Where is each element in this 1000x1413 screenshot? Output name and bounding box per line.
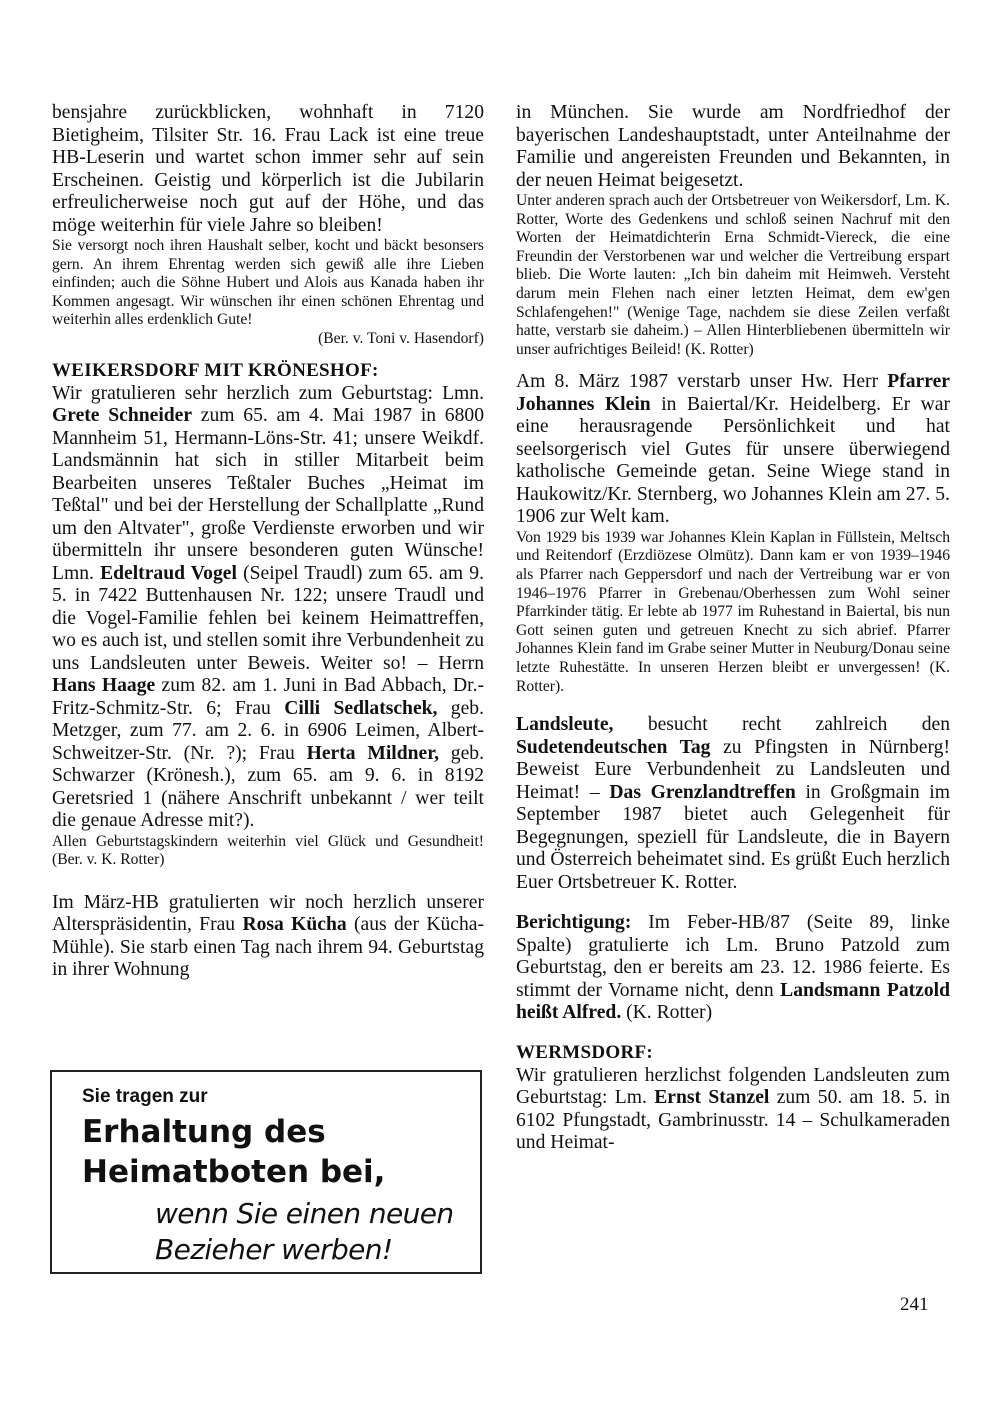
klein-small-paragraph: Von 1929 bis 1939 war Johannes Klein Kaplan in Füllstein, Meltsch und Reitendorf (Erzdiözese Olmütz). Dann kam er von 1939–1946 als Pfarrer nach Geppersdorf und nach der Vertreibung war er von 1946–1976 Pfarrer in Grebenau/Oberhessen zum Wohl seiner Pfarrkinder tätig. Er lebte ab 1977 im Ruhestand in Baiertal, bis nun Gott seinen guten und getreuen Knecht zu sich abrief. Pfarrer Johannes Klein fand im Grabe seiner Mutter in Neuburg/Donau seine letzte Ruhestätte. In unseren Herzen bleibt er unvergessen! (K. Rotter). <box>516 528 950 695</box>
name-ernst-stanzel: Ernst Stanzel <box>654 1087 770 1109</box>
ad-call-to-action: wenn Sie einen neuen Bezieher werben! <box>155 1197 454 1266</box>
klein-paragraph: Am 8. März 1987 verstarb unser Hw. Herr Pfarrer Johannes Klein in Baiertal/Kr. Heidelberg. Er war eine herausragende Persönlichkeit und hat seelsorgerisch viel Gutes für unsere überwiegend katholische Gemeinde getan. Seine Wiege stand in Haukowitz/Kr. Sternberg, wo Johannes Klein am 27. 5. 1906 zur Welt kam. <box>516 371 950 528</box>
ad-headline: Erhaltung des Heimatboten bei, <box>82 1114 386 1190</box>
subscription-ad-box <box>50 1070 482 1274</box>
name-edeltraud-vogel: Edeltraud Vogel <box>100 562 237 584</box>
intro-paragraph: bensjahre zurückblicken, wohnhaft in 7120 Bietigheim, Tilsiter Str. 16. Frau Lack ist eine treue HB-Leserin und wartet schon immer sehr auf sein Erscheinen. Geistig und körperlich ist die Jubilarin erfreulicherweise noch gut auf der Höhe, und das möge weiterhin für viele Jahre so bleiben! <box>52 102 484 236</box>
intro-signature: (Ber. v. Toni v. Hasendorf) <box>318 329 484 347</box>
weikersdorf-small-paragraph: Allen Geburtstagskindern weiterhin viel Glück und Gesundheit! (Ber. v. K. Rotter) <box>52 832 484 869</box>
ad-line-1: Sie tragen zur <box>82 1086 208 1107</box>
weikersdorf-paragraph: Wir gratulieren sehr herzlich zum Geburtstag: Lmn. Grete Schneider zum 65. am 4. Mai 1987 in 6800 Mannheim 51, Hermann-Löns-Str. 41; unsere Weikdf. Landsmännin hat sich in stiller Mitarbeit beim Bearbeiten unseres Teßtaler Buches „Heimat im Teßtal" und bei der Herstellung der Schallplatte „Rund um den Altvater", große Verdienste erworben und wir übermitteln ihr unsere besonderen guten Wünsche! Lmn. Edeltraud Vogel (Seipel Traudl) zum 65. am 9. 5. in 7422 Buttenhausen Nr. 122; unsere Traudl und die Vogel-Familie fehlen bei keinem Heimattreffen, wo es auch ist, und stellen somit ihre Verbundenheit zu uns Landsleuten unter Beweis. Weiter so! – Herrn Hans Haage zum 82. am 1. Juni in Bad Abbach, Dr.-Fritz-Schmitz-Str. 6; Frau Cilli Sedlatschek, geb. Metzger, zum 77. am 2. 6. in 6906 Leimen, Albert-Schweitzer-Str. (Nr. ?); Frau Herta Mildner, geb. Schwarzer (Krönesh.), zum 65. am 9. 6. in 8192 Geretsried 1 (nähere Anschrift unbekannt / wer teilt die genaue Adresse mit?). <box>52 382 484 832</box>
right-column <box>516 102 950 1155</box>
wermsdorf-paragraph: Wir gratulieren herzlichst folgenden Landsleuten zum Geburtstag: Lm. Ernst Stanzel zum 50. am 18. 5. in 6102 Pfungstadt, Gambrinusstr. 14 – Schulkameraden und Heimat- <box>516 1064 951 1154</box>
weikersdorf-heading: WEIKERSDORF MIT KRÖNESHOF: <box>52 359 379 381</box>
name-grete-schneider: Grete Schneider <box>52 405 193 427</box>
page-number: 241 <box>900 1294 929 1315</box>
maerz-paragraph: Im März-HB gratulierten wir noch herzlich unserer Alterspräsidentin, Frau Rosa Kücha (aus der Kücha-Mühle). Sie starb einen Tag nach ihrem 94. Geburtstag in ihrer Wohnung <box>52 891 484 981</box>
name-herta-mildner: Herta Mildner, <box>306 742 440 764</box>
name-cilli-sedlatschek: Cilli Sedlatschek, <box>284 697 438 719</box>
muenchen-paragraph: in München. Sie wurde am Nordfriedhof der bayerischen Landeshauptstadt, unter Anteilnahme der Familie und angereisten Freunden und Bekannten, in der neuen Heimat beigesetzt. <box>516 102 950 191</box>
name-hans-haage: Hans Haage <box>52 675 156 697</box>
intro-small-paragraph: Sie versorgt noch ihren Haushalt selber, kocht und bäckt besonsers gern. An ihrem Ehrentag werden sich gewiß alle ihre Lieben einfinden; auch die Söhne Hubert und Alois aus Kanada haben ihr Kommen angesagt. Wir wünschen ihr einen schönen Ehrentag und weiterhin alles erdenklich Gute! <box>52 237 484 329</box>
landsleute-paragraph: Landsleute, besucht recht zahlreich den Sudetendeutschen Tag zu Pfingsten in Nürnberg! Beweist Eure Verbundenheit zu Landsleuten und Heimat! – Das Grenzlandtreffen in Großgmain im September 1987 bietet auch Gelegenheit für Begegnungen, speziell für Landsleute, die in Bayern und Österreich beheimatet sind. Es grüßt Euch herzlich Euer Ortsbetreuer K. Rotter. <box>516 714 951 893</box>
muenchen-small-paragraph: Unter anderen sprach auch der Ortsbetreuer von Weikersdorf, Lm. K. Rotter, Worte des Gedenkens und schloß seinen Nachruf mit den Worten der Heimatdichterin Erna Schmidt-Viereck, die eine Freundin der Verstorbenen war und welcher die Vertreibung erspart blieb. Die Worte lauten: „Ich bin daheim mit Heimweh. Versteht darum mein Flehen nach einer letzten Heimat, dem ew'gen Schlafengehen!" (Wenige Tage, nachdem sie diese Zeilen verfaßt hatte, verstarb sie daheim.) – Allen Hinterbliebenen übermitteln wir unser aufrichtiges Beileid! (K. Rotter) <box>516 192 950 358</box>
name-pfarrer-johannes-klein: Pfarrer Johannes Klein <box>516 371 950 415</box>
name-rosa-kuecha: Rosa Kücha <box>242 914 347 936</box>
wermsdorf-heading: WERMSDORF: <box>516 1041 654 1063</box>
left-column <box>52 102 484 982</box>
berichtigung-paragraph: Berichtigung: Im Feber-HB/87 (Seite 89, linke Spalte) gratulierte ich Lm. Bruno Patzold zum Geburtstag, den er bereits am 23. 12. 1986 feierte. Es stimmt der Vorname nicht, denn Landsmann Patzold heißt Alfred. (K. Rotter) <box>516 912 950 1024</box>
